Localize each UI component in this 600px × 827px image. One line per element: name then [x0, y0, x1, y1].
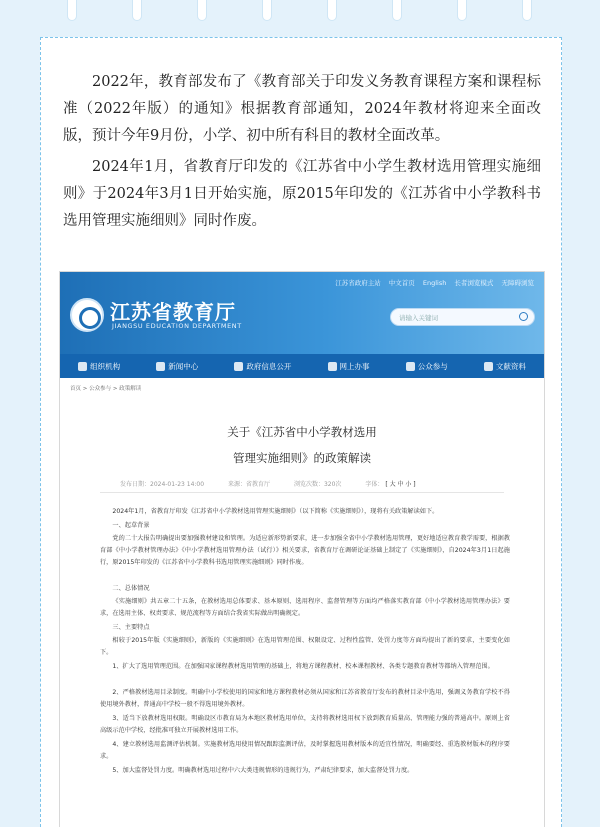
binder-ring: [68, 0, 76, 20]
nav-item[interactable]: [78, 361, 120, 372]
online-service-icon: [328, 362, 337, 371]
breadcrumb: 首页 > 公众参与 > 政策解读: [70, 386, 142, 392]
article-heading: 二、总体情况: [112, 585, 150, 592]
meta-source: 来源：省教育厅: [228, 481, 271, 488]
article-paragraph: 1、扩大了选用管理范围。在加强国家课程教材选用管理的基础上，将地方课程教材、校本课程教材、各类专题教育教材等都纳入管理范围。: [112, 663, 494, 670]
divider: [100, 492, 504, 493]
nav-item[interactable]: [156, 361, 198, 372]
search-input[interactable]: [390, 308, 535, 326]
article-paragraph: 相较于2015年版《实施细则》，新版的《实施细则》在选用管理范围、权限设定、过程性监管、处罚力度等方面均提出了新的要求，主要变化如下。: [100, 637, 510, 656]
article-paragraph: 《实施细则》共五章二十五条，在教材选用总体要求、基本原则、选用程序、监督管理等方面均严格落实教育部《中小学教材选用管理办法》要求，在选用主体、权责要求、规范流程等方面结合我省实际做出明确规定。: [100, 598, 510, 617]
nav-label: 新闻中心: [168, 361, 199, 371]
intro-paragraph-1: 2022年，教育部发布了《教育部关于印发义务教育课程方案和课程标准（2022年版）的通知》根据教育部通知，2024年教材将迎来全面改版，预计今年9月份，小学、初中所有科目的教材全面改革。: [63, 74, 541, 144]
nav-label: 文献资料: [495, 361, 526, 371]
article-paragraph: 3、适当下放教材选用权限。明确设区市教育局为本地区教材选用单位，支持将教材选用权下放到教育质量高、管理能力强的普通高中。原则上省高级示范中学校，经批准可独立开展教材选用工作。: [100, 715, 510, 734]
site-title: 江苏省教育厅: [110, 300, 236, 324]
top-link[interactable]: 长者浏览模式: [454, 279, 494, 287]
article-heading: 三、主要特点: [112, 624, 150, 631]
article-paragraph: 5、加大监督处罚力度。明确教材选用过程中六大类违规情形的违规行为，严肃纪律要求，加大监督处罚力度。: [112, 767, 414, 774]
meta-views: 浏览次数：320次: [293, 481, 342, 488]
nav-item[interactable]: [484, 361, 526, 372]
top-link[interactable]: 中文首页: [388, 279, 415, 287]
article-paragraph: 2024年1月，省教育厅印发《江苏省中小学教材选用管理实施细则》（以下简称《实施细则》），现将有关政策解读如下。: [112, 508, 439, 515]
org-icon: [78, 362, 87, 371]
binder-ring: [263, 0, 271, 20]
top-link[interactable]: English: [422, 279, 447, 287]
public-icon: [406, 362, 415, 371]
search-icon[interactable]: [519, 312, 528, 321]
binder-rings: [0, 0, 600, 22]
article-meta: [120, 479, 500, 488]
intro-paragraph-2: 2024年1月，省教育厅印发的《江苏省中小学生教材选用管理实施细则》于2024年3月1日开始实施，原2015年印发的《江苏省中小学教科书选用管理实施细则》同时作废。: [63, 159, 541, 229]
meta-date: 发布日期：2024-01-23 14:00: [120, 481, 205, 488]
article-title-line-2: 管理实施细则》的政策解读: [233, 451, 371, 465]
article-title-line-1: 关于《江苏省中小学教材选用: [227, 425, 377, 439]
site-header: [60, 272, 544, 354]
document-icon: [484, 362, 493, 371]
news-icon: [156, 362, 165, 371]
binder-ring: [198, 0, 206, 20]
binder-ring: [458, 0, 466, 20]
nav-label: 政府信息公开: [246, 361, 292, 371]
binder-ring: [328, 0, 336, 20]
top-links: [329, 278, 534, 287]
nav-label: 公众参与: [417, 361, 448, 371]
binder-ring: [393, 0, 401, 20]
top-link[interactable]: 无障碍浏览: [501, 279, 534, 287]
website-screenshot: [60, 272, 544, 827]
article: [60, 392, 544, 827]
binder-ring: [133, 0, 141, 20]
search-placeholder: 请输入关键词: [399, 314, 438, 322]
nav-label: 网上办事: [339, 361, 370, 371]
top-link[interactable]: 江苏省政府主站: [335, 279, 381, 287]
article-paragraph: 2、严格教材选用目录制度。明确中小学校使用的国家和地方课程教材必须从国家和江苏省教育厅发布的教材目录中选用，强调义务教育学校不得使用境外教材，普通高中学校一般不得选用境外教材。: [100, 689, 510, 708]
site-subtitle: JIANGSU EDUCATION DEPARTMENT: [112, 322, 242, 330]
main-nav: [60, 354, 544, 378]
article-paragraph: 4、建立教材选用监测评估机制。实施教材选用使用情况跟踪监测评估，及时掌握选用教材版本的适宜性情况，明确要经、重选教材版本的程序要求。: [100, 741, 510, 760]
nav-item[interactable]: [406, 361, 448, 372]
article-heading: 一、起草背景: [112, 522, 150, 529]
emblem-icon: [70, 298, 104, 332]
meta-font-label: 字体：: [365, 481, 384, 488]
info-icon: [234, 362, 243, 371]
font-size-options[interactable]: [ 大 中 小 ]: [385, 481, 416, 488]
nav-item[interactable]: [328, 361, 370, 372]
nav-item[interactable]: [234, 361, 291, 372]
article-paragraph: 党的二十大报告明确提出要加强教材建设和管理。为适应新形势新要求，进一步加强全省中小学教材选用管理，更好地适应教育教学需要，根据教育部《中小学教材管理办法》《中小学教材选用管理办法（试行）》相关要求，省教育厅在调研论证基础上制定了《实施细则》，自2024年3月1日起施行，原2015年印发的《江苏省中小学教科书选用管理实施细则》同时作废。: [100, 535, 510, 566]
binder-ring: [523, 0, 531, 20]
nav-label: 组织机构: [90, 361, 121, 371]
